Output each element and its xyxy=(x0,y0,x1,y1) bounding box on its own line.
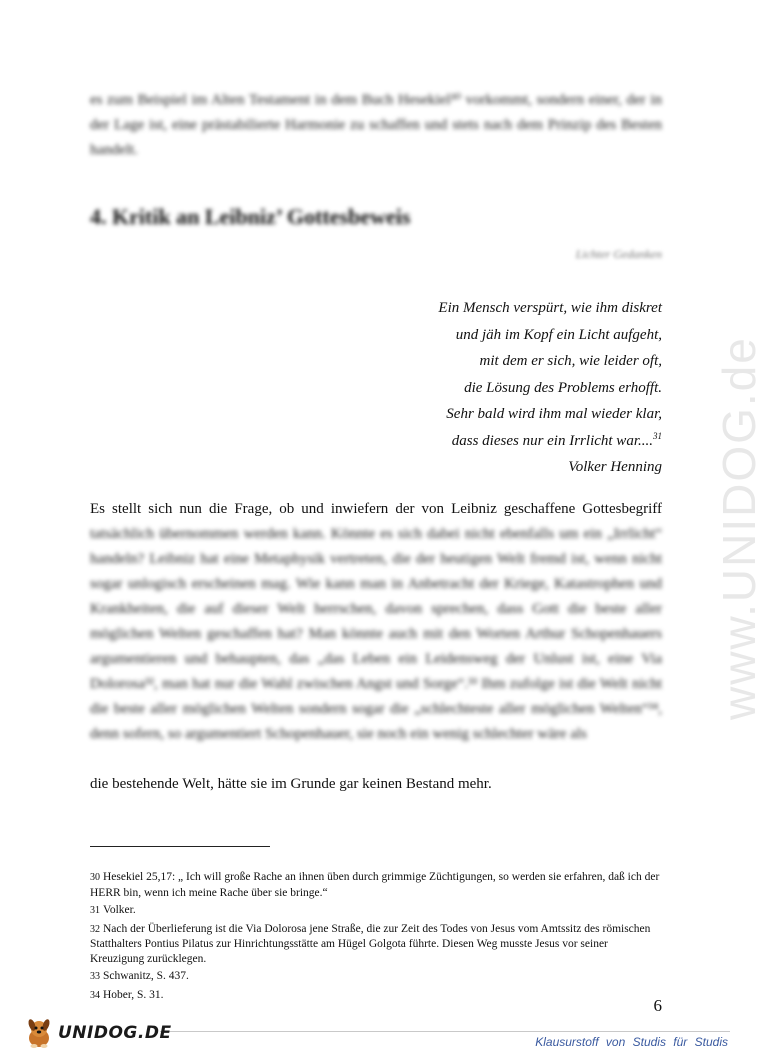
watermark: www.UNIDOG.de xyxy=(713,336,765,720)
footnote-number: 30 xyxy=(90,872,100,883)
motto-title: Lichter Gedanken xyxy=(575,247,662,261)
section-heading: 4. Kritik an Leibniz’ Gottesbeweis xyxy=(90,204,411,229)
tagline: Klausurstoff von Studis für Studis xyxy=(535,1035,728,1049)
footer-divider xyxy=(160,1031,730,1032)
logo-text: UNIDOG.DE xyxy=(58,1023,172,1043)
footnote-number: 34 xyxy=(90,989,100,1001)
intro-paragraph: es zum Beispiel im Alten Testament in dem Buch Hesekiel³⁰ vorkommt, sondern einer, der in der Lage ist, eine prästabilierte Harmonie zu schaffen und stets nach dem Prinzip des Besten handelt. xyxy=(90,92,662,158)
poem-author: Volker Henning xyxy=(568,459,662,475)
footnote-31 xyxy=(90,903,662,919)
poem-line-last xyxy=(438,428,662,455)
poem-line: Ein Mensch verspürt, wie ihm diskret xyxy=(438,300,662,316)
poem-line: Sehr bald wird ihm mal wieder klar, xyxy=(446,406,662,422)
footnote-34 xyxy=(90,988,662,1004)
footnote-number: 32 xyxy=(90,923,100,935)
poem-line: und jäh im Kopf ein Licht aufgeht, xyxy=(455,326,662,343)
footnote-text: Hober, S. 31. xyxy=(103,988,164,1001)
footnote-33 xyxy=(90,969,662,985)
dog-mascot-icon xyxy=(22,1016,56,1050)
body-last-line: die bestehende Welt, hätte sie im Grunde gar keinen Bestand mehr. xyxy=(90,776,492,792)
footnotes xyxy=(90,870,662,1006)
footnote-text: Schwanitz, S. 437. xyxy=(103,970,189,982)
unidog-logo[interactable] xyxy=(22,1016,172,1050)
footnote-number: 33 xyxy=(90,971,100,982)
footnote-text: Nach der Überlieferung ist die Via Dolorosa jene Straße, die zur Zeit des Todes von Jesus vom Amtssitz des römischen Statthalters Pontius Pilatus zur Hinrichtungsstätte am Hügel Golgota führte. Diesen Weg musste Jesus vor seiner Kreuzigung zurücklegen. xyxy=(90,922,651,965)
footnote-30 xyxy=(90,870,662,900)
footnote-number: 31 xyxy=(90,905,100,916)
poem xyxy=(438,295,662,481)
poem-footnote-ref: 31 xyxy=(653,430,662,441)
page-number: 6 xyxy=(653,996,662,1015)
footnote-text: Volker. xyxy=(103,904,136,916)
footnote-text: Hesekiel 25,17: „ Ich will große Rache an ihnen üben durch grimmige Züchtigungen, so werden sie erfahren, daß ich der HERR bin, wenn ich meine Rache über sie bringe.“ xyxy=(90,871,660,899)
footnote-separator xyxy=(90,846,270,847)
poem-line: mit dem er sich, wie leider oft, xyxy=(479,353,662,369)
body-paragraph xyxy=(90,497,662,797)
poem-line: die Lösung des Problems erhofft. xyxy=(464,379,662,396)
body-first-line: Es stellt sich nun die Frage, ob und inwiefern der von Leibniz geschaffene Gottesbegriff xyxy=(90,501,662,517)
body-blurred-text: tatsächlich übernommen werden kann. Könnte es sich dabei nicht ebenfalls um ein „Irrlicht“ handeln? Leibniz hat eine Metaphysik vertreten, die der heutigen Welt fremd ist, wenn nicht sogar unlogisch erscheinen mag. Wie kann man in Anbetracht der Kriege, Katastrophen und Krankheiten, die auf dieser Welt herrschen, davon sprechen, dass Gott die beste aller möglichen Welten geschaffen hat? Man könnte auch mit den Worten Arthur Schopenhauers argumentieren und behaupten, das „das Leben ein Leidensweg der Unlust ist, eine Via Dolorosa³², man hat nur die Wahl zwischen Angst und Sorge“.³³ Ihm zufolge ist die Welt nicht die beste aller möglichen Welten sondern sogar die „schlechteste aller möglichen Welten“³⁴, denn sofern, so argumentiert Schopenhauer, sie noch ein wenig schlechter wäre als xyxy=(90,526,662,742)
poem-line-text: dass dieses nur ein Irrlicht war.... xyxy=(451,432,653,449)
footnote-32 xyxy=(90,922,662,967)
